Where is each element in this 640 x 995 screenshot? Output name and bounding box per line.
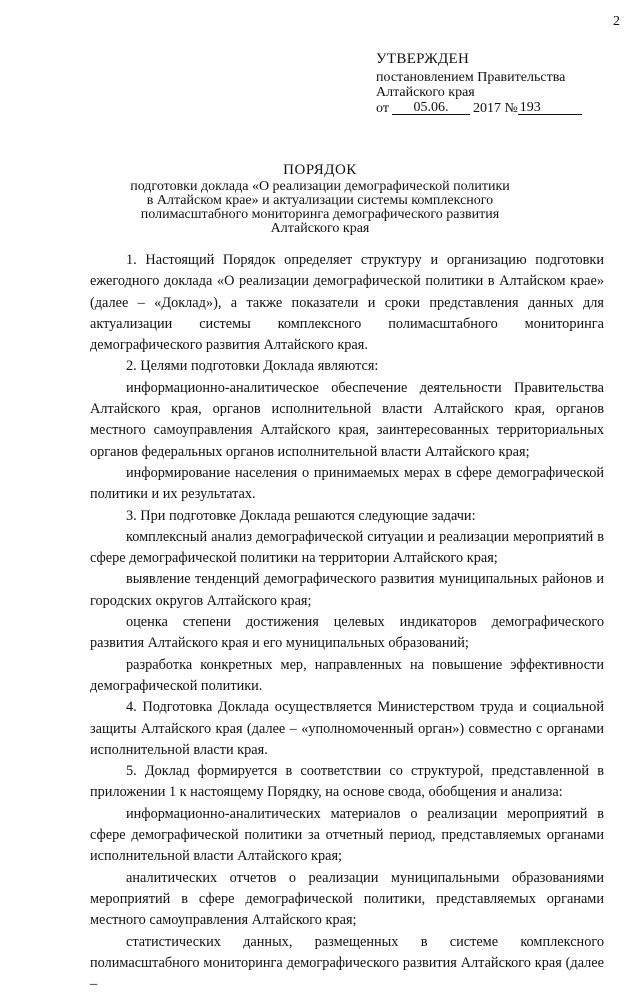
document-title — [0, 162, 640, 236]
paragraph: 1. Настоящий Порядок определяет структуру и организацию подготовки ежегодного доклада «О реализации демографической политики в Алтайском крае» (далее – «Доклад»), а также показатели и сроки представления данных для актуализации системы комплексного полимасштабного мониторинга демографического развития Алтайского края. — [90, 250, 604, 356]
paragraph: информационно-аналитических материалов о реализации мероприятий в сфере демографической политики за отчетный период, представляемых органами исполнительной власти Алтайского края; — [90, 804, 604, 868]
paragraph: выявление тенденций демографического развития муниципальных районов и городских округов Алтайского края; — [90, 569, 604, 612]
paragraph: информационно-аналитическое обеспечение деятельности Правительства Алтайского края, органов исполнительной власти Алтайского края, органов местного самоуправления Алтайского края, заинтересованных территориальных органов федеральных органов исполнительной власти Алтайского края; — [90, 378, 604, 463]
paragraph: комплексный анализ демографической ситуации и реализации мероприятий в сфере демографической политики на территории Алтайского края; — [90, 527, 604, 570]
paragraph: 2. Целями подготовки Доклада являются: — [90, 356, 604, 377]
approval-year-label: 2017 № — [473, 101, 518, 117]
paragraph: информирование населения о принимаемых мерах в сфере демографической политики и их результатах. — [90, 463, 604, 506]
paragraph: 5. Доклад формируется в соответствии со структурой, представленной в приложении 1 к настоящему Порядку, на основе свода, обобщения и анализа: — [90, 761, 604, 804]
paragraph: 4. Подготовка Доклада осуществляется Министерством труда и социальной защиты Алтайского края (далее – «уполномоченный орган») совместно с органами исполнительной власти края. — [90, 697, 604, 761]
approval-heading: УТВЕРЖДЕН — [376, 52, 582, 68]
page-number: 2 — [613, 14, 620, 30]
title-subtitle: подготовки доклада «О реализации демографической политики в Алтайском крае» и актуализации системы комплексного полимасштабного мониторинга демографического развития Алтайского края — [130, 180, 510, 236]
approval-line-1: постановлением Правительства — [376, 70, 582, 86]
approval-date-row — [376, 101, 582, 117]
document-body — [90, 250, 604, 995]
title-heading: ПОРЯДОК — [0, 162, 640, 179]
paragraph: статистических данных, размещенных в системе комплексного полимасштабного мониторинга демографического развития Алтайского края (далее – — [90, 932, 604, 995]
paragraph: оценка степени достижения целевых индикаторов демографического развития Алтайского края и его муниципальных образований; — [90, 612, 604, 655]
approval-date: 05.06. — [392, 101, 470, 115]
paragraph: аналитических отчетов о реализации муниципальными образованиями мероприятий в сфере демографической политики, представляемых органами местного самоуправления Алтайского края; — [90, 868, 604, 932]
approval-line-2: Алтайского края — [376, 85, 582, 101]
paragraph: разработка конкретных мер, направленных на повышение эффективности демографической политики. — [90, 655, 604, 698]
paragraph: 3. При подготовке Доклада решаются следующие задачи: — [90, 506, 604, 527]
approval-block — [376, 52, 582, 116]
approval-number: 193 — [518, 101, 582, 115]
approval-prefix: от — [376, 101, 389, 117]
